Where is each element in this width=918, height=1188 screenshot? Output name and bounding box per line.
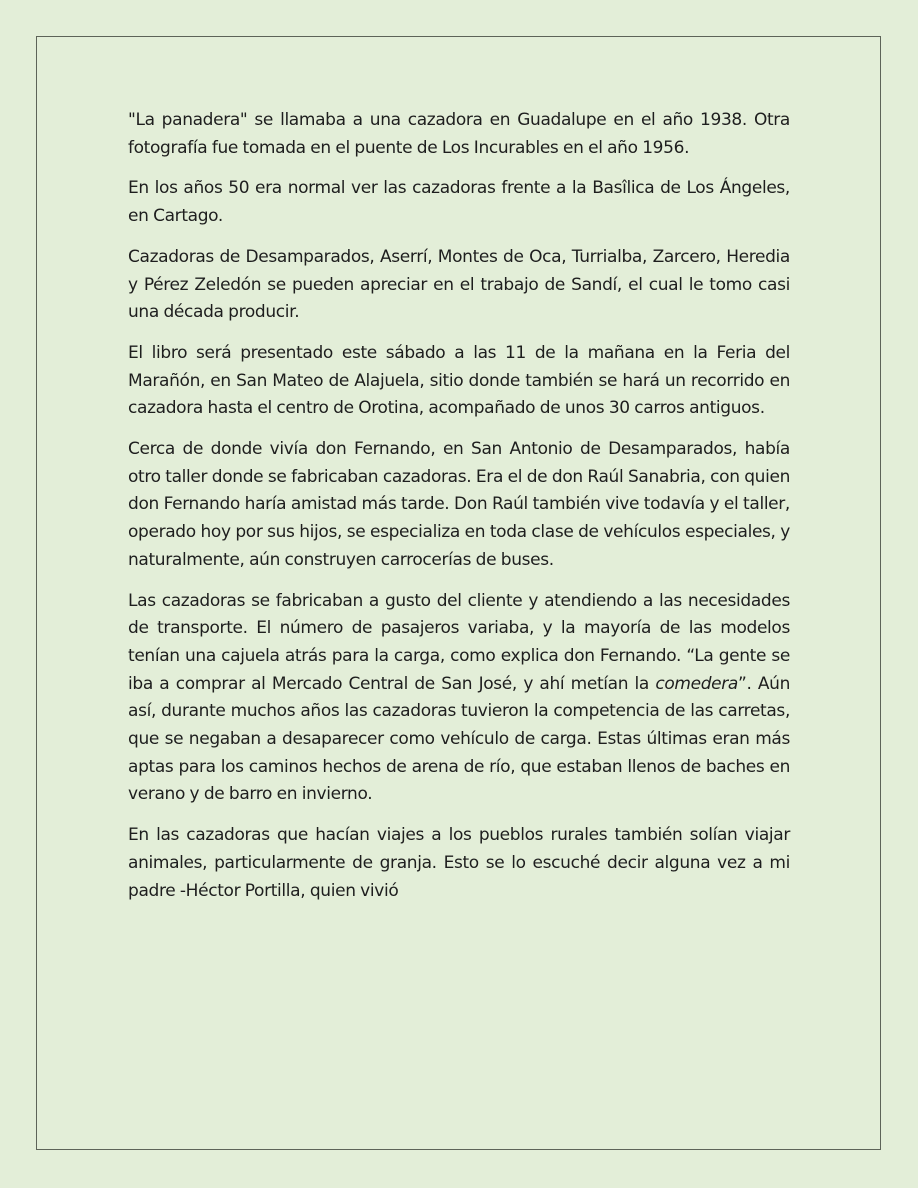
paragraph: El libro será presentado este sábado a las 11 de la mañana en la Feria del Marañón, en San Mateo de Alajuela, sitio donde también se hará un recorrido en cazadora hasta el centro de Orotina, acompañado de unos 30 carros antiguos. xyxy=(128,342,790,419)
paragraph: Cazadoras de Desamparados, Aserrí, Montes de Oca, Turrialba, Zarcero, Heredia y Pérez Zeledón se pueden apreciar en el trabajo de Sandí, el cual le tomo casi una década producir. xyxy=(128,246,790,323)
paragraph: "La panadera" se llamaba a una cazadora en Guadalupe en el año 1938. Otra fotografía fue tomada en el puente de Los Incurables en el año 1956. xyxy=(128,110,790,158)
paragraph: Cerca de donde vivía don Fernando, en San Antonio de Desamparados, había otro taller donde se fabricaban cazadoras. Era el de don Raúl Sanabria, con quien don Fernando haría amistad más tarde. Don Raúl también vive todavía y el taller, operado hoy por sus hijos, se especializa en toda clase de vehículos especiales, y naturalmente, aún construyen carrocerías de buses. xyxy=(128,439,790,570)
italic-word: comedera xyxy=(655,673,738,694)
article-body xyxy=(128,107,790,918)
paragraph-text: ”. Aún así, durante muchos años las cazadoras tuvieron la competencia de las carretas, que se negaban a desaparecer como vehículo de carga. Estas últimas eran más aptas para los caminos hechos de arena de río, que estaban llenos de baches en verano y de barro en invierno. xyxy=(128,673,790,805)
paragraph: En las cazadoras que hacían viajes a los pueblos rurales también solían viajar animales, particularmente de granja. Esto se lo escuché decir alguna vez a mi padre -Héctor Portilla, quien vivió xyxy=(128,825,790,901)
paragraph: En los años 50 era normal ver las cazadoras frente a la Basîlica de Los Ángeles, en Cartago. xyxy=(128,178,790,227)
paragraph xyxy=(128,588,790,810)
paragraph-text: Las cazadoras se fabricaban a gusto del cliente y atendiendo a las necesidades de transporte. El número de pasajeros variaba, y la mayoría de las modelos tenían una cajuela atrás para la carga, como explica don Fernando. “La gente se iba a comprar al Mercado Central de San José, y ahí metían la xyxy=(128,590,790,694)
